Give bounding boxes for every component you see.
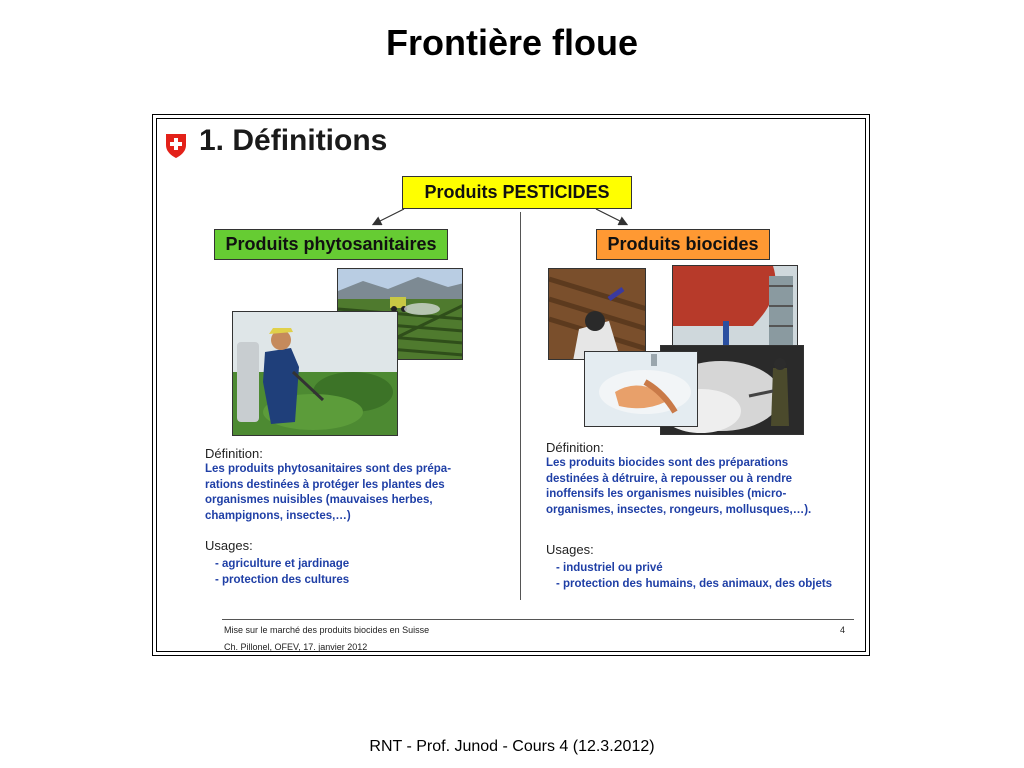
- photo-attic-worker: [548, 268, 646, 360]
- slide-title: Frontière floue: [385, 22, 639, 63]
- footer-author: Ch. Pillonel, OFEV, 17. janvier 2012: [224, 642, 368, 652]
- footer-source-title: Mise sur le marché des produits biocides en Suisse: [224, 625, 430, 635]
- biocides-usages-list: [556, 560, 832, 592]
- branch-arrows: [360, 200, 660, 230]
- photo-hand-washing: [584, 351, 698, 427]
- pesticides-box: Produits PESTICIDES: [402, 176, 632, 209]
- phyto-usages-list: [215, 556, 349, 588]
- biocides-definition-label: Définition:: [546, 440, 604, 455]
- phyto-definition-line: rations destinées à protéger les plantes des: [205, 478, 445, 491]
- phyto-usage-item: - agriculture et jardinage: [215, 558, 350, 570]
- photo-sprayer-worker: [232, 311, 398, 436]
- phyto-definition-label: Définition:: [205, 446, 263, 461]
- biocides-usage-item: - industriel ou privé: [556, 562, 663, 574]
- phyto-definition-line: champignons, insectes,…): [205, 509, 351, 522]
- footer-line: [222, 619, 854, 620]
- swiss-shield-icon: [165, 133, 187, 159]
- phyto-usages-label: Usages:: [205, 538, 253, 553]
- center-divider: [520, 212, 521, 600]
- biocides-definition-line: organismes, insectes, rongeurs, mollusques,…).: [546, 503, 812, 516]
- biocides-usages-label: Usages:: [546, 542, 594, 557]
- biocides-usage-item: - protection des humains, des animaux, des objets: [556, 578, 833, 590]
- phytosanitaires-box: Produits phytosanitaires: [214, 229, 448, 260]
- footer-page-number: 4: [840, 625, 846, 635]
- phyto-definition-text: [205, 462, 505, 524]
- phyto-usage-item: - protection des cultures: [215, 574, 350, 586]
- biocides-definition-line: Les produits biocides sont des préparations: [546, 457, 789, 469]
- section-heading: 1. Définitions: [199, 124, 388, 157]
- biocides-definition-line: inoffensifs les organismes nuisibles (micro-: [546, 488, 787, 500]
- biocides-definition-text: [546, 456, 858, 518]
- biocides-definition-line: destinées à détruire, à repousser ou à rendre: [546, 472, 793, 485]
- phyto-definition-line: organismes nuisibles (mauvaises herbes,: [205, 494, 433, 506]
- photo-boat-hull: [672, 265, 798, 357]
- phyto-definition-line: Les produits phytosanitaires sont des prépa-: [205, 463, 452, 475]
- slide-caption: RNT - Prof. Junod - Cours 4 (12.3.2012): [369, 738, 655, 755]
- biocides-box: Produits biocides: [596, 229, 770, 260]
